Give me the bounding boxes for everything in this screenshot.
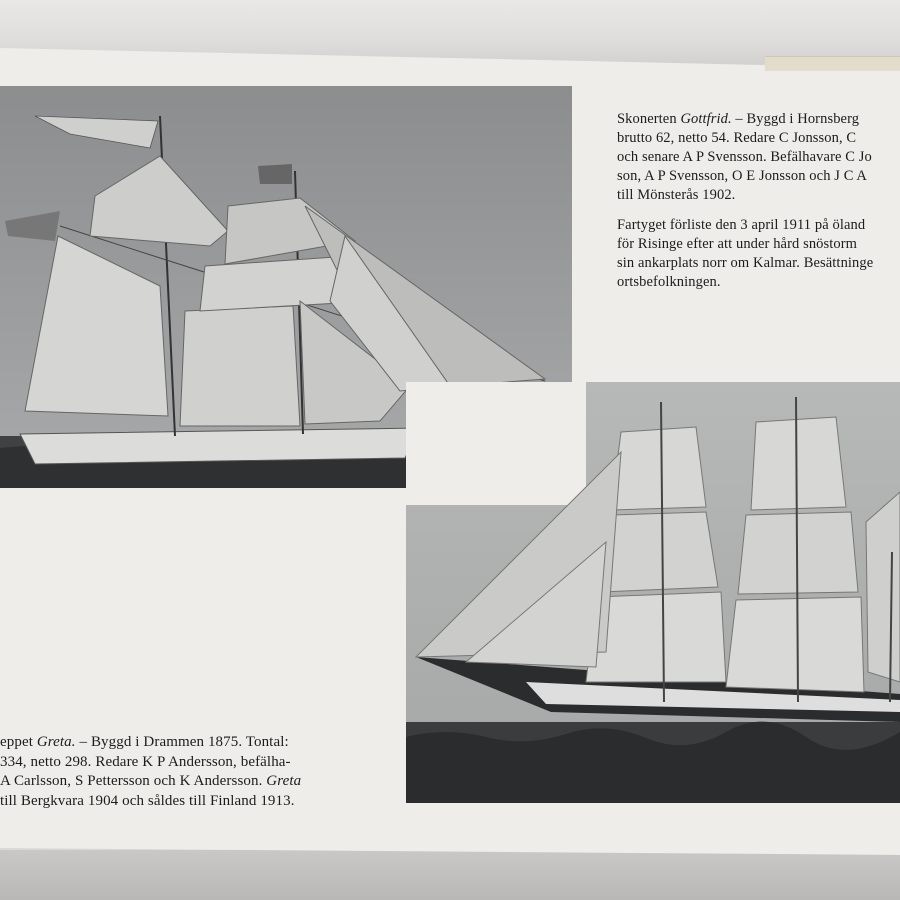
caption-gottfrid-line-1: Skonerten Gottfrid. – Byggd i Hornsberg (617, 111, 860, 127)
background-cloth-bottom (0, 850, 900, 900)
caption-gottfrid-para2-line-4: ortsbefolkningen. (617, 274, 721, 290)
caption-greta (0, 733, 301, 811)
ship-name-greta: Greta. (36, 734, 76, 750)
caption-greta-line-3: A Carlsson, S Pettersson och K Andersson. Greta (0, 773, 302, 789)
caption-greta-line-2: 334, netto 298. Redare K P Andersson, befälha- (0, 753, 291, 770)
caption-gottfrid (617, 110, 873, 292)
caption-gottfrid-para2-line-3: sin ankarplats norr om Kalmar. Besättninge (617, 255, 874, 271)
caption-gottfrid-para2-line-1: Fartyget förliste den 3 april 1911 på öland (617, 217, 866, 233)
page-tab (765, 56, 900, 71)
caption-gottfrid-line-3: och senare A P Svensson. Befälhavare C Jo (617, 149, 872, 165)
caption-gottfrid-line-4: son, A P Svensson, O E Jonsson och J C A (617, 168, 868, 184)
ship-name-gottfrid: Gottfrid. (680, 111, 732, 127)
caption-greta-line-1: eppet Greta. – Byggd i Drammen 1875. Tontal: (0, 734, 289, 750)
ship-name-greta-2: Greta (266, 773, 302, 789)
caption-gottfrid-line-2: brutto 62, netto 54. Redare C Jonsson, C (617, 130, 857, 146)
caption-gottfrid-line-5: till Mönsterås 1902. (617, 187, 736, 203)
caption-gottfrid-para2-line-2: för Risinge efter att under hård snöstorm (617, 236, 858, 252)
caption-greta-line-4: till Bergkvara 1904 och såldes till Finland 1913. (0, 792, 295, 809)
full-rigged-ship-photo (406, 382, 900, 803)
